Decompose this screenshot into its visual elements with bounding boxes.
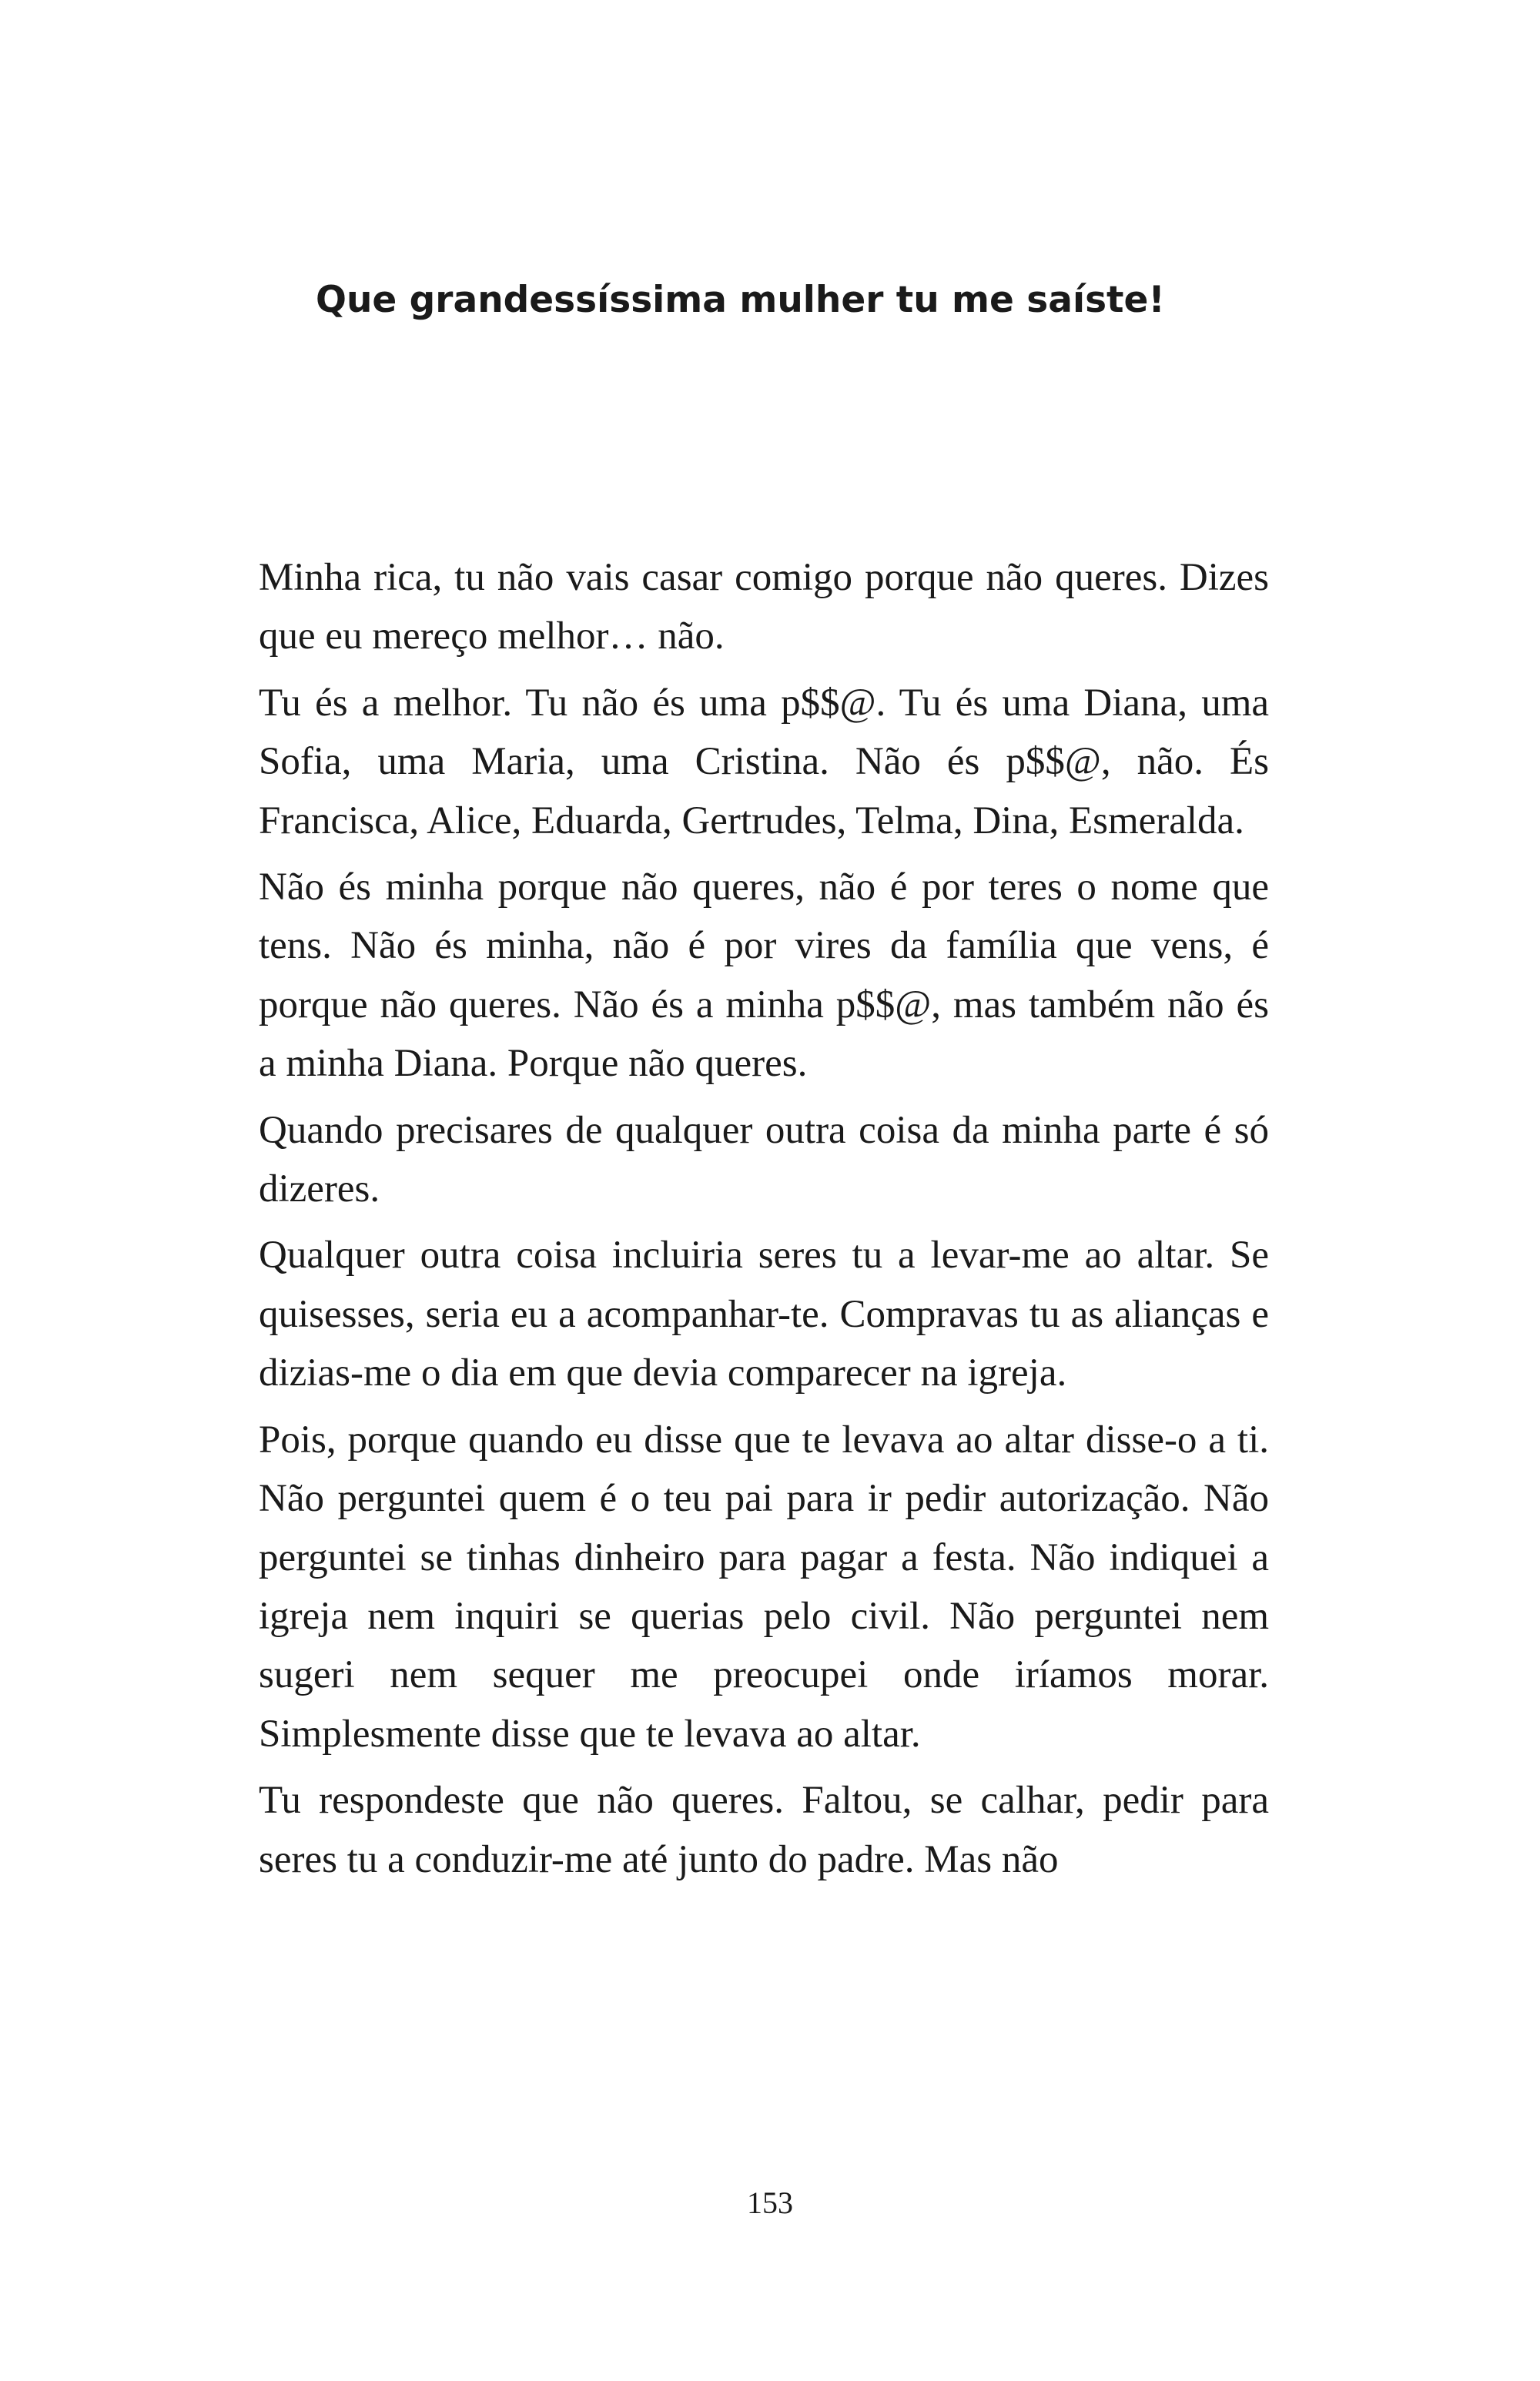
paragraph: Tu respondeste que não queres. Faltou, se calhar, pedir para seres tu a conduzir-me até junto do padre. Mas não (259, 1779, 1269, 1881)
paragraph: Quando precisares de qualquer outra coisa da minha parte é só dizeres. (259, 1108, 1269, 1211)
page-number: 153 (747, 2185, 793, 2220)
paragraph: Tu és a melhor. Tu não és uma p$$@. Tu és uma Diana, uma Sofia, uma Maria, uma Cristina. Não és p$$@, não. És Francisca, Alice, Eduarda, Gertrudes, Telma, Dina, Esmeralda. (259, 681, 1269, 842)
paragraph: Pois, porque quando eu disse que te levava ao altar disse-o a ti. Não perguntei quem é o teu pai para ir pedir autorização. Não perguntei se tinhas dinheiro para pagar a festa. Não indiquei a igreja nem inquiri se querias pelo civil. Não perguntei nem sugeri nem sequer me preocupei onde iríamos morar. Simplesmente disse que te levava ao altar. (259, 1418, 1269, 1756)
paragraph: Qualquer outra coisa incluiria seres tu a levar-me ao altar. Se quisesses, seria eu a acompanhar-te. Compravas tu as alianças e dizias-me o dia em que devia comparecer na igreja. (259, 1234, 1269, 1395)
body-text (259, 548, 1269, 1897)
chapter-title: Que grandessíssima mulher tu me saíste! (316, 279, 1165, 321)
paragraph: Minha rica, tu não vais casar comigo porque não queres. Dizes que eu mereço melhor… não. (259, 556, 1269, 658)
paragraph: Não és minha porque não queres, não é por teres o nome que tens. Não és minha, não é por vires da família que vens, é porque não queres. Não és a minha p$$@, mas também não és a minha Diana. Porque não queres. (259, 866, 1269, 1086)
